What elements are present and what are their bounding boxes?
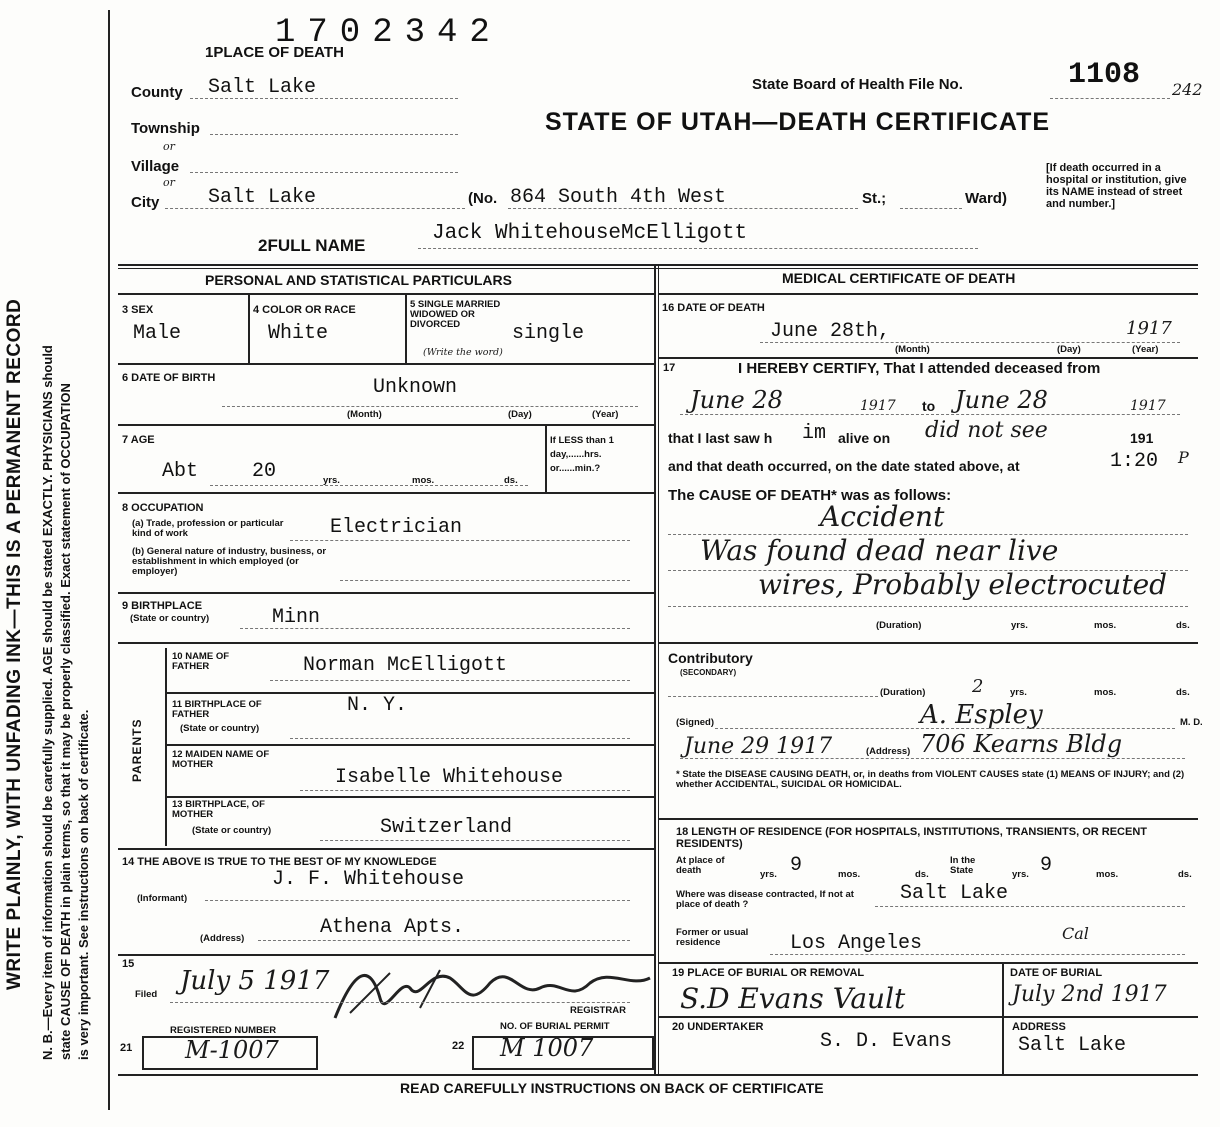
or-label-2: or [163,176,175,189]
informant-heading: 14 THE ABOVE IS TRUE TO THE BEST OF MY KNOWLEDGE [122,856,437,868]
margin-note-line1: N. B.—Every item of information should be carefully supplied. AGE should be stated EXACTLY. PHYSICIANS should [40,345,55,1060]
attend-to-year: 1917 [1130,398,1166,414]
sex-value: Male [133,322,182,345]
saw-alive-label: alive on [838,430,891,446]
cause-label: The CAUSE OF DEATH* was as follows: [668,487,952,504]
birthplace-sub: (State or country) [130,613,210,624]
informant-value: J. F. Whitehouse [272,868,465,891]
signed-date: June 29 1917 [684,734,833,759]
contracted-label: Where was disease contracted, If not at place of death ? [676,889,854,910]
registered-number-label: REGISTERED NUMBER [170,1025,277,1036]
birthplace-value: Minn [272,606,321,629]
to-label: to [922,398,936,414]
age-prefix: Abt [162,460,199,483]
signed-value: A. Espley [920,700,1043,730]
street-value: 864 South 4th West [510,186,727,209]
age-ds-label: ds. [504,475,518,486]
date-of-death-year: 1917 [1126,318,1172,339]
occurred-text: and that death occurred, on the date stated above, at [668,458,1020,474]
certify-text: I HEREBY CERTIFY, That I attended deceased from [738,360,1101,377]
contributory-sub: (SECONDARY) [680,668,737,677]
in-state-mos-label: mos. [1096,869,1119,880]
in-state-yrs-label: yrs. [1012,869,1029,880]
attend-from-year: 1917 [860,398,896,414]
footer-instructions: READ CAREFULLY INSTRUCTIONS ON BACK OF CERTIFICATE [400,1080,824,1096]
attend-from: June 28 [690,386,783,414]
full-name-label: 2FULL NAME [258,236,366,255]
cause-detail-1: Was found dead near live [700,534,1059,567]
dob-value: Unknown [373,376,458,399]
date-of-death-value: June 28th, [770,320,891,343]
cause-detail-2: wires, Probably electrocuted [758,568,1168,601]
registrar-label: REGISTRAR [570,1005,626,1016]
occupation-label: 8 OCCUPATION [122,502,204,514]
county-label: County [131,84,183,101]
burial-place-label: 19 PLACE OF BURIAL OR REMOVAL [672,967,865,979]
informant-address-label: (Address) [200,933,245,944]
in-state-years: 9 [1040,854,1053,877]
sex-label: 3 SEX [122,304,154,316]
street-st-label: St.; [862,190,887,207]
attend-to: June 28 [955,386,1048,414]
certifier-address-label: (Address) [866,746,911,757]
or-label-1: or [163,140,175,153]
father-value: Norman McElligott [303,654,508,677]
at-place-yrs-label: yrs. [760,869,777,880]
father-birthplace-value: N. Y. [347,694,408,717]
mother-birthplace-label: 13 BIRTHPLACE, OF MOTHER [172,799,265,820]
at-place-ds-label: ds. [915,869,929,880]
mother-birthplace-sub: (State or country) [192,825,272,836]
filed-number: 15 [122,958,135,970]
informant-label: (Informant) [137,893,188,904]
duration-mos: mos. [1094,620,1117,631]
registrar-signature [330,958,660,1033]
registered-number-index: 21 [120,1042,133,1054]
father-birthplace-sub: (State or country) [180,723,260,734]
death-day-label: (Day) [1057,344,1081,355]
certificate-title: STATE OF UTAH—DEATH CERTIFICATE [545,108,1051,136]
duration-label: (Duration) [876,620,922,631]
registered-number-value: M-1007 [185,1036,279,1064]
full-name-value: Jack WhitehouseMcElligott [432,222,748,245]
undertaker-address-label: ADDRESS [1012,1021,1066,1033]
saw-pronoun: im [802,422,827,445]
certify-number: 17 [663,362,676,374]
in-state-label: In the State [950,855,976,876]
contrib-duration-value: 2 [972,676,984,697]
margin-note-line2: state CAUSE OF DEATH in plain terms, so that it may be properly classified. Exact statement of OCCUPATION [58,383,73,1060]
place-of-death-label: 1PLACE OF DEATH [205,44,344,61]
undertaker-value: S. D. Evans [820,1030,953,1053]
duration-yrs: yrs. [1011,620,1028,631]
state-file-extra: 242 [1172,80,1203,99]
in-state-ds-label: ds. [1178,869,1192,880]
cause-value: Accident [820,500,945,533]
contracted-value: Salt Lake [900,882,1009,905]
state-file-label: State Board of Health File No. [752,76,963,93]
informant-address-value: Athena Apts. [320,916,465,939]
death-time-suffix: P [1178,448,1189,467]
filed-label: Filed [135,989,158,1000]
marital-value: single [512,322,585,345]
death-time: 1:20 [1110,450,1159,473]
at-place-mos-label: mos. [838,869,861,880]
state-file-number: 1108 [1068,58,1141,92]
marital-label: 5 SINGLE MARRIED WIDOWED OR DIVORCED [410,299,501,330]
undertaker-address-value: Salt Lake [1018,1034,1127,1057]
signed-label: (Signed) [676,717,714,728]
dob-month-label: (Month) [347,409,382,420]
age-value: 20 [252,460,277,483]
certifier-address: 706 Kearns Bldg [920,730,1123,758]
age-mos-label: mos. [412,475,435,486]
burial-permit-value: M 1007 [500,1034,594,1062]
father-birthplace-label: 11 BIRTHPLACE OF FATHER [172,699,262,720]
hospital-note: [If death occurred in a hospital or institution, give its NAME instead of street and number.] [1046,162,1187,210]
city-label: City [131,194,160,211]
color-value: White [268,322,329,345]
contrib-ds: ds. [1176,687,1190,698]
occupation-b-label: (b) General nature of industry, business, or establishment in which employed (or employer) [132,546,327,577]
burial-date-value: July 2nd 1917 [1012,982,1167,1007]
mother-birthplace-value: Switzerland [380,816,513,839]
undertaker-label: 20 UNDERTAKER [672,1021,764,1033]
saw-value: did not see [925,418,1048,443]
margin-note-line3: is very important. See instructions on back of certificate. [76,709,91,1060]
burial-date-label: DATE OF BURIAL [1010,967,1103,979]
contrib-yrs: yrs. [1010,687,1027,698]
footnote: * State the DISEASE CAUSING DEATH, or, in deaths from VIOLENT CAUSES state (1) MEANS OF INJURY; and (2) whether ACCIDENTAL, SUICIDAL OR HOMICIDAL. [676,769,1185,790]
residence-label: 18 LENGTH OF RESIDENCE (FOR HOSPITALS, INSTITUTIONS, TRANSIENTS, OR RECENT RESIDENTS) [676,826,1147,850]
mother-value: Isabelle Whitehouse [335,766,564,789]
dob-label: 6 DATE OF BIRTH [122,372,216,384]
birthplace-label: 9 BIRTHPLACE [122,600,203,612]
saw-text: that I last saw h [668,430,773,446]
mother-label: 12 MAIDEN NAME OF MOTHER [172,749,270,770]
medical-heading: MEDICAL CERTIFICATE OF DEATH [782,270,1016,286]
age-label: 7 AGE [122,434,155,446]
father-label: 10 NAME OF FATHER [172,651,230,672]
md-label: M. D. [1180,717,1203,728]
burial-permit-label: NO. OF BURIAL PERMIT [500,1021,610,1032]
township-label: Township [131,120,200,137]
marital-note: (Write the word) [423,347,503,358]
at-place-years: 9 [790,854,803,877]
former-residence-value: Los Angeles [790,932,923,955]
age-less-label: If LESS than 1 day,......hrs. or......min.? [550,435,614,474]
permanent-record-notice: WRITE PLAINLY, WITH UNFADING INK—THIS IS A PERMANENT RECORD [4,298,25,990]
city-value: Salt Lake [208,186,317,209]
dob-year-label: (Year) [592,409,619,420]
former-residence-label: Former or usual residence [676,927,749,948]
contrib-duration-label: (Duration) [880,687,926,698]
date-of-death-label: 16 DATE OF DEATH [662,302,765,314]
at-place-label: At place of death [676,855,725,876]
village-label: Village [131,158,180,175]
burial-permit-index: 22 [452,1040,465,1052]
county-value: Salt Lake [208,76,317,99]
duration-ds: ds. [1176,620,1190,631]
dob-day-label: (Day) [508,409,532,420]
personal-heading: PERSONAL AND STATISTICAL PARTICULARS [205,272,512,288]
death-year-label: (Year) [1132,344,1159,355]
occupation-value: Electrician [330,516,463,539]
occupation-a-label: (a) Trade, profession or particular kind of work [132,518,284,539]
former-residence-state: Cal [1062,924,1089,943]
contrib-mos: mos. [1094,687,1117,698]
burial-place-value: S.D Evans Vault [680,982,906,1015]
contributory-label: Contributory [668,650,753,666]
parents-label: PARENTS [130,718,144,782]
color-label: 4 COLOR OR RACE [253,304,356,316]
death-month-label: (Month) [895,344,930,355]
street-no-label: (No. [468,190,498,207]
filed-date: July 5 1917 [180,966,330,996]
age-yrs-label: yrs. [323,475,340,486]
ward-label: Ward) [965,190,1007,207]
stamp-number: 1702342 [275,14,502,52]
saw-year: 191 [1130,430,1154,446]
